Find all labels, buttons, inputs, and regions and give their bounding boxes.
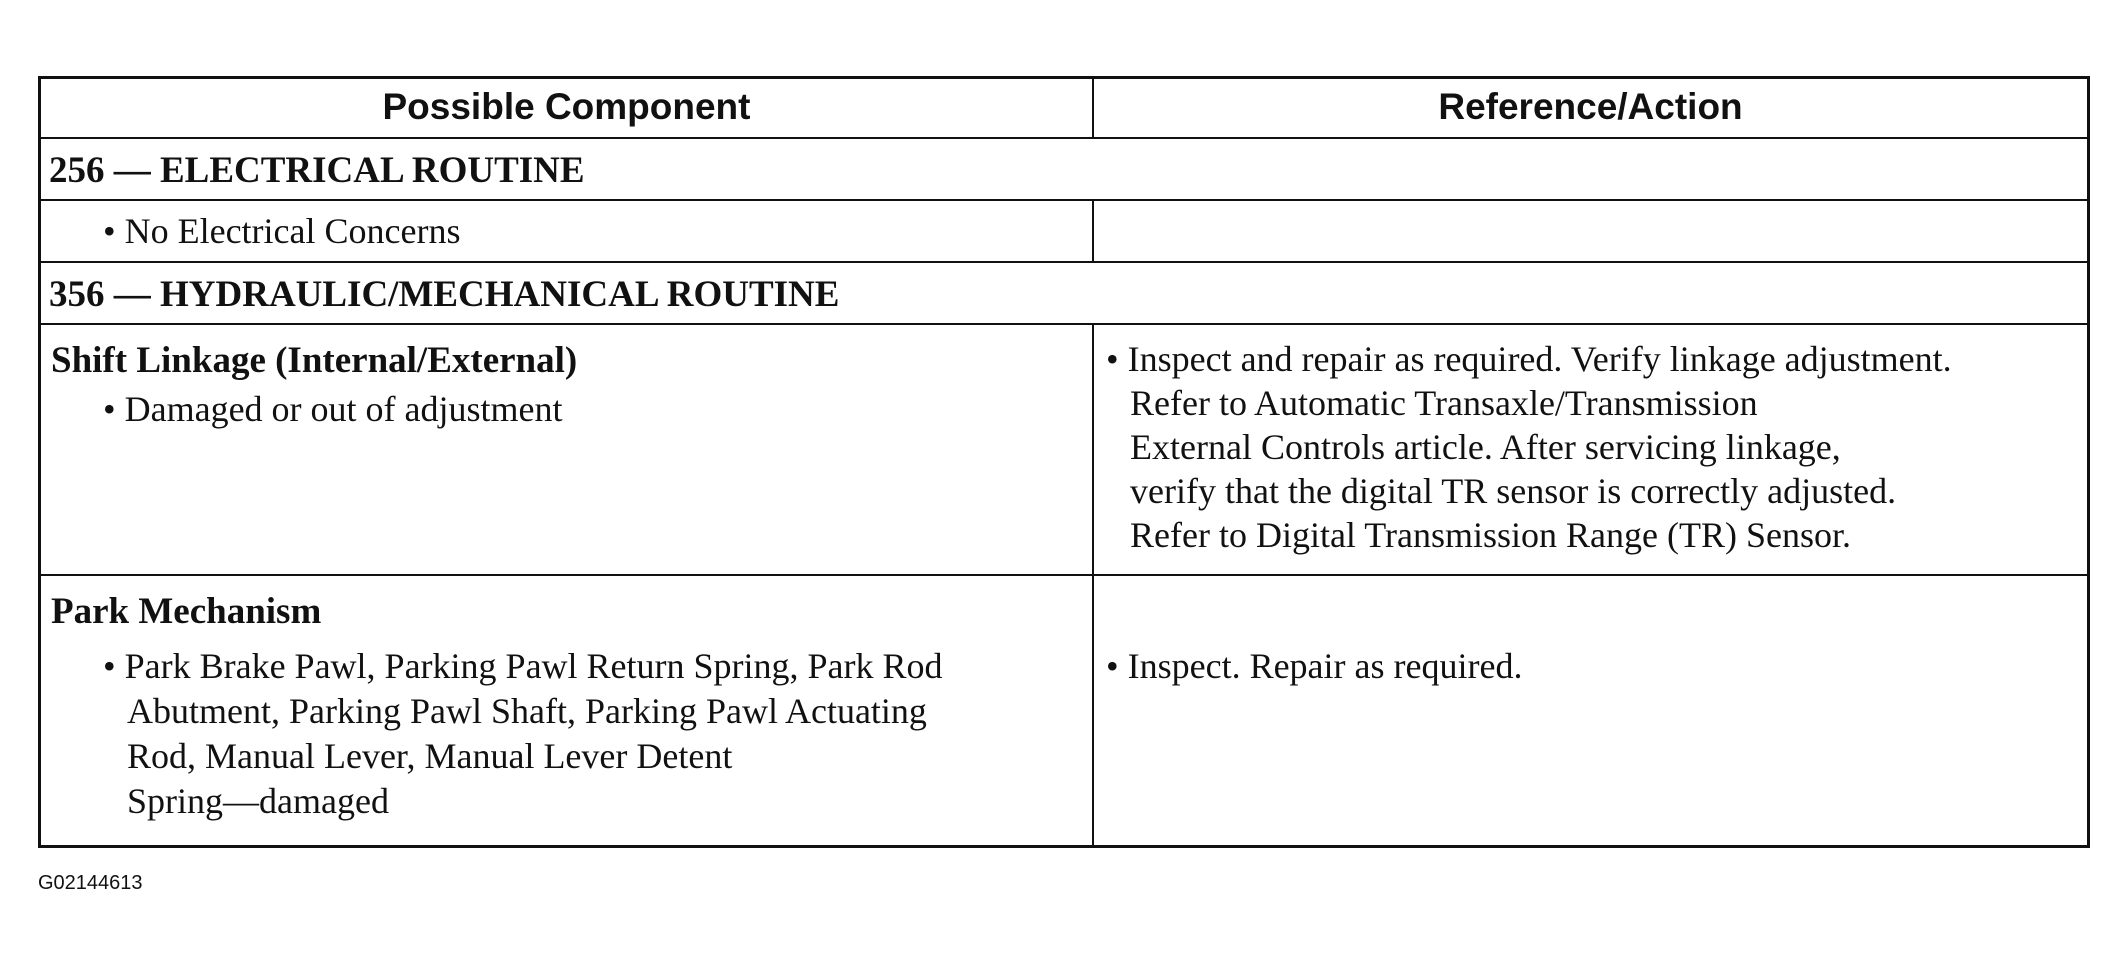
header-reference-action: Reference/Action — [1438, 86, 1743, 127]
table-row — [41, 201, 2087, 263]
section-title-hydraulic: 356 — HYDRAULIC/MECHANICAL ROUTINE — [49, 274, 840, 315]
action-text-line: Refer to Digital Transmission Range (TR) Sensor. — [1130, 515, 1851, 555]
component-text: No Electrical Concerns — [124, 211, 461, 251]
action-bullet — [1106, 337, 1952, 557]
component-title-park-mechanism: Park Mechanism — [51, 591, 322, 632]
action-bullet — [1106, 644, 1522, 689]
section-row-hydraulic — [41, 263, 2087, 325]
bullet-icon: • — [1106, 339, 1119, 379]
action-text-line: Inspect and repair as required. Verify linkage adjustment. — [1127, 339, 1952, 379]
component-bullet — [103, 209, 460, 254]
bullet-icon: • — [103, 389, 116, 429]
action-text-line: External Controls article. After servicing linkage, — [1130, 427, 1841, 467]
component-text: Damaged or out of adjustment — [124, 389, 563, 429]
diagnostic-table — [38, 76, 2090, 848]
component-text-line: Abutment, Parking Pawl Shaft, Parking Pawl Actuating — [127, 691, 927, 731]
action-text-line: Inspect. Repair as required. — [1127, 646, 1523, 686]
action-text-line: verify that the digital TR sensor is correctly adjusted. — [1130, 471, 1897, 511]
action-text-line: Refer to Automatic Transaxle/Transmission — [1130, 383, 1758, 423]
table-row — [41, 576, 2087, 845]
component-bullet — [103, 387, 563, 432]
action-cell — [1094, 576, 2087, 845]
action-cell — [1094, 325, 2087, 574]
bullet-icon: • — [103, 646, 116, 686]
component-cell — [41, 325, 1094, 574]
bullet-icon: • — [103, 211, 116, 251]
table-row — [41, 325, 2087, 576]
component-text-line: Spring—damaged — [127, 781, 389, 821]
action-cell — [1094, 201, 2087, 261]
section-title-electrical: 256 — ELECTRICAL ROUTINE — [49, 150, 585, 191]
table-header-row — [41, 79, 2087, 139]
component-cell — [41, 576, 1094, 845]
figure-id: G02144613 — [38, 872, 143, 894]
component-text-line: Park Brake Pawl, Parking Pawl Return Spring, Park Rod — [124, 646, 943, 686]
section-row-electrical — [41, 139, 2087, 201]
header-possible-component: Possible Component — [41, 79, 1094, 137]
component-text-line: Rod, Manual Lever, Manual Lever Detent — [127, 736, 733, 776]
component-title-shift-linkage: Shift Linkage (Internal/External) — [51, 340, 578, 381]
component-bullet — [103, 644, 943, 824]
component-cell — [41, 201, 1094, 261]
bullet-icon: • — [1106, 646, 1119, 686]
